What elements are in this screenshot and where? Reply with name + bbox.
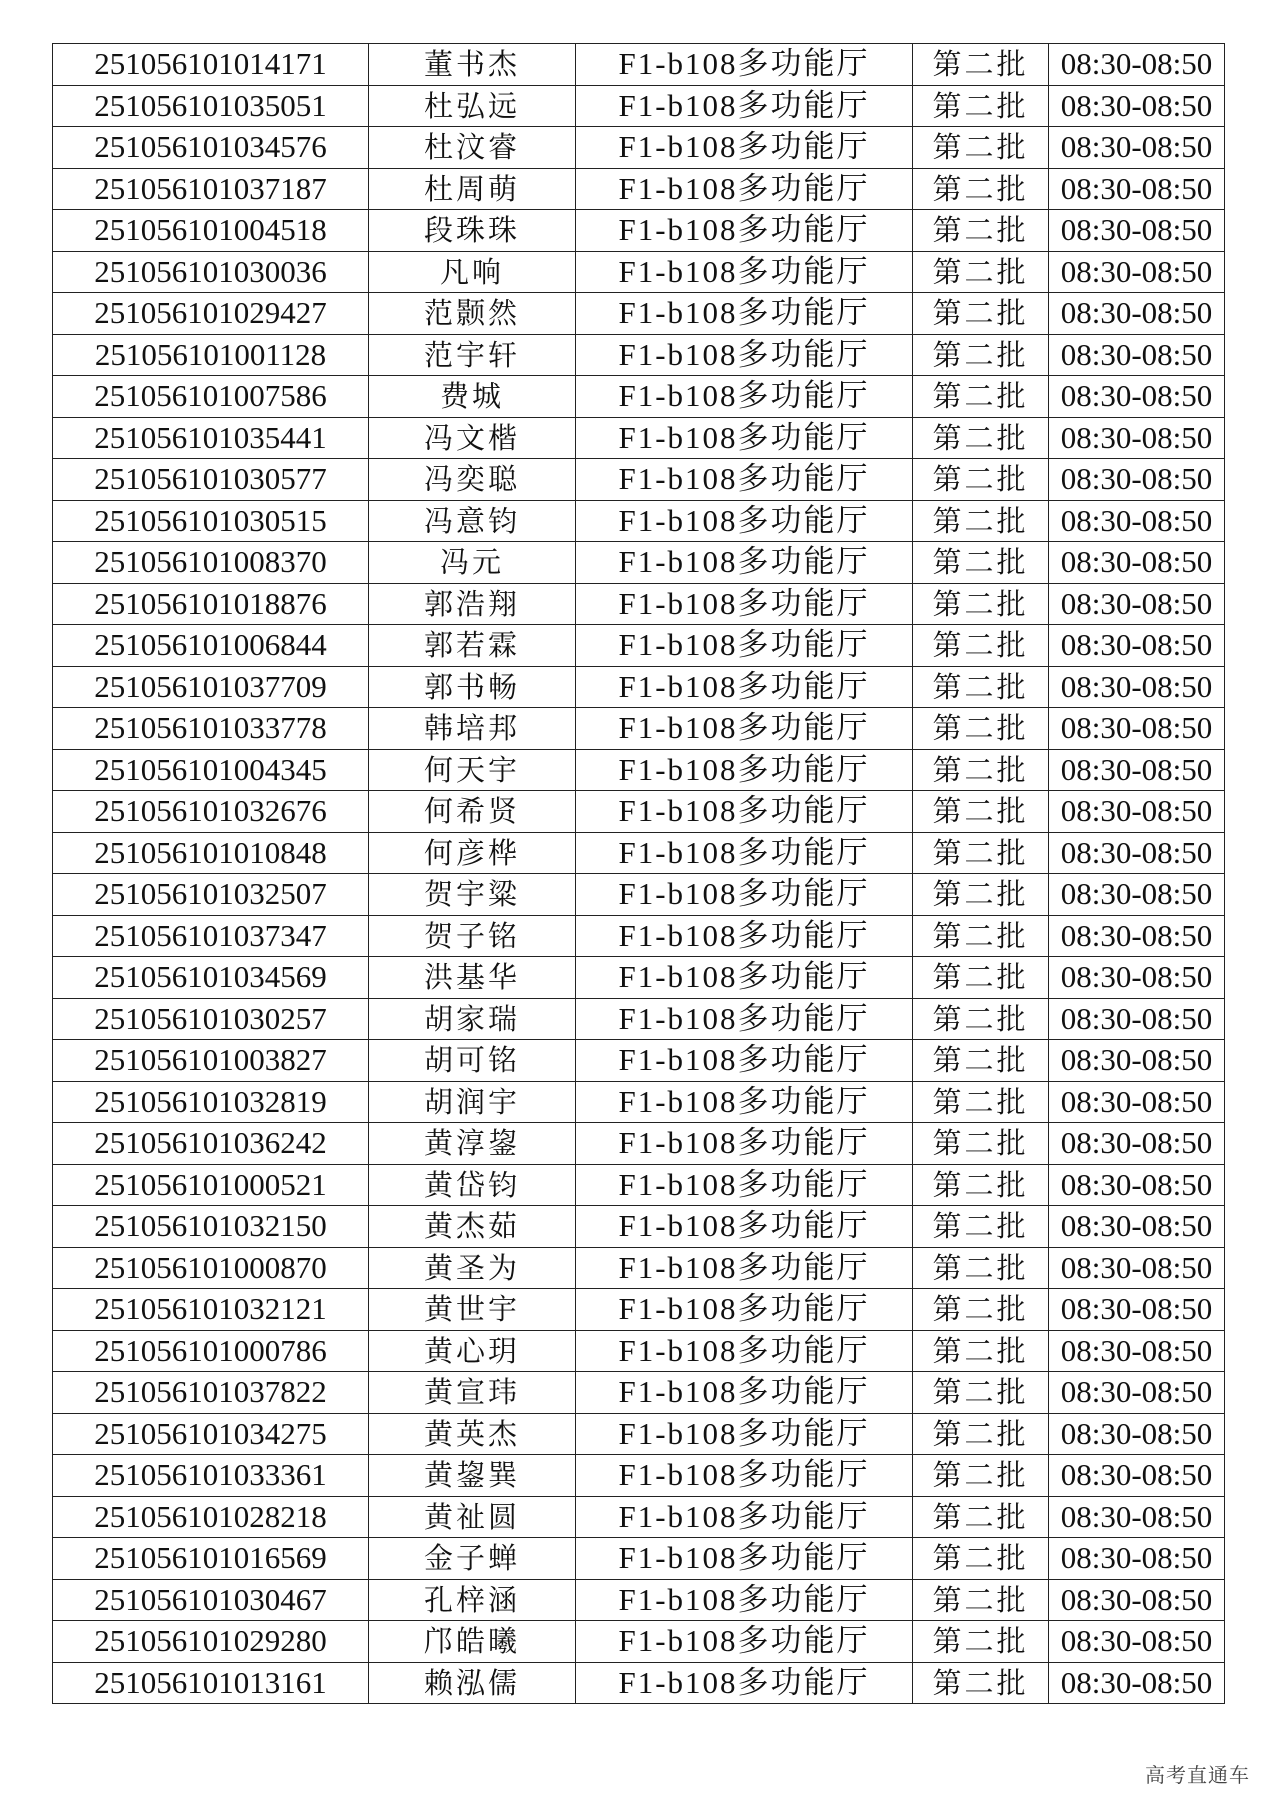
table-row (53, 1413, 1225, 1455)
table-row (53, 874, 1225, 916)
table-row (53, 500, 1225, 542)
candidate-id-cell: 251056101004345 (53, 749, 369, 791)
candidate-id-cell: 251056101030577 (53, 459, 369, 501)
time-slot-cell: 08:30-08:50 (1049, 1081, 1225, 1123)
time-slot-cell: 08:30-08:50 (1049, 791, 1225, 833)
exam-room-cell: F1-b108多功能厅 (576, 44, 913, 86)
candidate-name-cell: 贺子铭 (369, 915, 576, 957)
exam-room-cell: F1-b108多功能厅 (576, 1413, 913, 1455)
time-slot-cell: 08:30-08:50 (1049, 293, 1225, 335)
batch-cell: 第二批 (913, 293, 1049, 335)
candidate-name-cell: 郭浩翔 (369, 583, 576, 625)
exam-room-cell: F1-b108多功能厅 (576, 1040, 913, 1082)
batch-cell: 第二批 (913, 210, 1049, 252)
candidate-name-cell: 段珠珠 (369, 210, 576, 252)
time-slot-cell: 08:30-08:50 (1049, 1413, 1225, 1455)
candidate-id-cell: 251056101032507 (53, 874, 369, 916)
batch-cell: 第二批 (913, 1040, 1049, 1082)
batch-cell: 第二批 (913, 1621, 1049, 1663)
batch-cell: 第二批 (913, 1372, 1049, 1414)
candidate-id-cell: 251056101007586 (53, 376, 369, 418)
exam-room-cell: F1-b108多功能厅 (576, 957, 913, 999)
batch-cell: 第二批 (913, 583, 1049, 625)
exam-room-cell: F1-b108多功能厅 (576, 708, 913, 750)
batch-cell: 第二批 (913, 1081, 1049, 1123)
exam-room-cell: F1-b108多功能厅 (576, 1164, 913, 1206)
candidate-name-cell: 杜弘远 (369, 85, 576, 127)
batch-cell: 第二批 (913, 1538, 1049, 1580)
candidate-name-cell: 黄宣玮 (369, 1372, 576, 1414)
candidate-id-cell: 251056101033778 (53, 708, 369, 750)
table-row (53, 542, 1225, 584)
candidate-name-cell: 冯奕聪 (369, 459, 576, 501)
candidate-name-cell: 范颢然 (369, 293, 576, 335)
time-slot-cell: 08:30-08:50 (1049, 417, 1225, 459)
batch-cell: 第二批 (913, 1289, 1049, 1331)
candidate-name-cell: 胡家瑞 (369, 998, 576, 1040)
exam-room-cell: F1-b108多功能厅 (576, 832, 913, 874)
table-row (53, 1662, 1225, 1704)
exam-room-cell: F1-b108多功能厅 (576, 1662, 913, 1704)
time-slot-cell: 08:30-08:50 (1049, 1330, 1225, 1372)
table-row (53, 1455, 1225, 1497)
table-row (53, 376, 1225, 418)
table-row (53, 1206, 1225, 1248)
candidate-name-cell: 黄英杰 (369, 1413, 576, 1455)
candidate-name-cell: 金子蝉 (369, 1538, 576, 1580)
candidate-name-cell: 胡可铭 (369, 1040, 576, 1082)
candidate-name-cell: 何彦桦 (369, 832, 576, 874)
table-row (53, 1372, 1225, 1414)
batch-cell: 第二批 (913, 1662, 1049, 1704)
exam-room-cell: F1-b108多功能厅 (576, 1081, 913, 1123)
exam-room-cell: F1-b108多功能厅 (576, 583, 913, 625)
batch-cell: 第二批 (913, 708, 1049, 750)
table-row (53, 998, 1225, 1040)
candidate-id-cell: 251056101030467 (53, 1579, 369, 1621)
exam-room-cell: F1-b108多功能厅 (576, 1455, 913, 1497)
table-row (53, 127, 1225, 169)
table-row (53, 1164, 1225, 1206)
candidate-id-cell: 251056101037347 (53, 915, 369, 957)
time-slot-cell: 08:30-08:50 (1049, 459, 1225, 501)
table-row (53, 210, 1225, 252)
table-row (53, 915, 1225, 957)
time-slot-cell: 08:30-08:50 (1049, 85, 1225, 127)
candidate-id-cell: 251056101032676 (53, 791, 369, 833)
candidate-id-cell: 251056101000521 (53, 1164, 369, 1206)
batch-cell: 第二批 (913, 1123, 1049, 1165)
time-slot-cell: 08:30-08:50 (1049, 1206, 1225, 1248)
time-slot-cell: 08:30-08:50 (1049, 957, 1225, 999)
exam-room-cell: F1-b108多功能厅 (576, 334, 913, 376)
candidate-name-cell: 何希贤 (369, 791, 576, 833)
table-row (53, 1081, 1225, 1123)
document-page (52, 43, 1224, 1704)
batch-cell: 第二批 (913, 376, 1049, 418)
exam-room-cell: F1-b108多功能厅 (576, 625, 913, 667)
candidate-name-cell: 黄心玥 (369, 1330, 576, 1372)
exam-room-cell: F1-b108多功能厅 (576, 127, 913, 169)
candidate-id-cell: 251056101018876 (53, 583, 369, 625)
exam-room-cell: F1-b108多功能厅 (576, 251, 913, 293)
time-slot-cell: 08:30-08:50 (1049, 44, 1225, 86)
batch-cell: 第二批 (913, 749, 1049, 791)
time-slot-cell: 08:30-08:50 (1049, 1289, 1225, 1331)
watermark-text: 高考直通车 (1145, 1763, 1250, 1787)
batch-cell: 第二批 (913, 417, 1049, 459)
candidate-id-cell: 251056101010848 (53, 832, 369, 874)
table-row (53, 749, 1225, 791)
exam-room-cell: F1-b108多功能厅 (576, 1621, 913, 1663)
candidate-id-cell: 251056101030257 (53, 998, 369, 1040)
exam-room-cell: F1-b108多功能厅 (576, 168, 913, 210)
time-slot-cell: 08:30-08:50 (1049, 1372, 1225, 1414)
table-row (53, 957, 1225, 999)
table-row (53, 832, 1225, 874)
table-row (53, 1579, 1225, 1621)
table-row (53, 334, 1225, 376)
exam-room-cell: F1-b108多功能厅 (576, 791, 913, 833)
table-row (53, 293, 1225, 335)
time-slot-cell: 08:30-08:50 (1049, 874, 1225, 916)
candidate-id-cell: 251056101000870 (53, 1247, 369, 1289)
time-slot-cell: 08:30-08:50 (1049, 168, 1225, 210)
batch-cell: 第二批 (913, 915, 1049, 957)
candidate-name-cell: 胡润宇 (369, 1081, 576, 1123)
batch-cell: 第二批 (913, 957, 1049, 999)
candidate-name-cell: 黄淳鋆 (369, 1123, 576, 1165)
candidate-name-cell: 贺宇粱 (369, 874, 576, 916)
table-row (53, 1247, 1225, 1289)
time-slot-cell: 08:30-08:50 (1049, 998, 1225, 1040)
time-slot-cell: 08:30-08:50 (1049, 749, 1225, 791)
batch-cell: 第二批 (913, 1413, 1049, 1455)
time-slot-cell: 08:30-08:50 (1049, 832, 1225, 874)
roster-table (52, 43, 1225, 1704)
time-slot-cell: 08:30-08:50 (1049, 251, 1225, 293)
candidate-name-cell: 黄世宇 (369, 1289, 576, 1331)
batch-cell: 第二批 (913, 127, 1049, 169)
candidate-id-cell: 251056101029280 (53, 1621, 369, 1663)
candidate-id-cell: 251056101033361 (53, 1455, 369, 1497)
candidate-name-cell: 郭若霖 (369, 625, 576, 667)
table-row (53, 1538, 1225, 1580)
candidate-id-cell: 251056101013161 (53, 1662, 369, 1704)
table-row (53, 583, 1225, 625)
exam-room-cell: F1-b108多功能厅 (576, 1206, 913, 1248)
exam-room-cell: F1-b108多功能厅 (576, 417, 913, 459)
candidate-id-cell: 251056101028218 (53, 1496, 369, 1538)
exam-room-cell: F1-b108多功能厅 (576, 1579, 913, 1621)
exam-room-cell: F1-b108多功能厅 (576, 376, 913, 418)
candidate-id-cell: 251056101035051 (53, 85, 369, 127)
candidate-name-cell: 何天宇 (369, 749, 576, 791)
time-slot-cell: 08:30-08:50 (1049, 210, 1225, 252)
candidate-name-cell: 杜汶睿 (369, 127, 576, 169)
exam-room-cell: F1-b108多功能厅 (576, 500, 913, 542)
exam-room-cell: F1-b108多功能厅 (576, 1496, 913, 1538)
candidate-name-cell: 凡响 (369, 251, 576, 293)
batch-cell: 第二批 (913, 1330, 1049, 1372)
batch-cell: 第二批 (913, 1455, 1049, 1497)
time-slot-cell: 08:30-08:50 (1049, 625, 1225, 667)
candidate-name-cell: 冯意钧 (369, 500, 576, 542)
batch-cell: 第二批 (913, 459, 1049, 501)
exam-room-cell: F1-b108多功能厅 (576, 85, 913, 127)
time-slot-cell: 08:30-08:50 (1049, 1496, 1225, 1538)
candidate-id-cell: 251056101037822 (53, 1372, 369, 1414)
candidate-id-cell: 251056101016569 (53, 1538, 369, 1580)
candidate-name-cell: 韩培邦 (369, 708, 576, 750)
time-slot-cell: 08:30-08:50 (1049, 1538, 1225, 1580)
table-row (53, 1289, 1225, 1331)
table-row (53, 85, 1225, 127)
candidate-name-cell: 孔梓涵 (369, 1579, 576, 1621)
candidate-id-cell: 251056101034576 (53, 127, 369, 169)
table-row (53, 1123, 1225, 1165)
candidate-name-cell: 冯文楷 (369, 417, 576, 459)
batch-cell: 第二批 (913, 168, 1049, 210)
time-slot-cell: 08:30-08:50 (1049, 915, 1225, 957)
time-slot-cell: 08:30-08:50 (1049, 583, 1225, 625)
candidate-id-cell: 251056101030036 (53, 251, 369, 293)
time-slot-cell: 08:30-08:50 (1049, 708, 1225, 750)
batch-cell: 第二批 (913, 1247, 1049, 1289)
batch-cell: 第二批 (913, 44, 1049, 86)
exam-room-cell: F1-b108多功能厅 (576, 1372, 913, 1414)
exam-room-cell: F1-b108多功能厅 (576, 1123, 913, 1165)
batch-cell: 第二批 (913, 251, 1049, 293)
candidate-id-cell: 251056101008370 (53, 542, 369, 584)
batch-cell: 第二批 (913, 874, 1049, 916)
candidate-id-cell: 251056101029427 (53, 293, 369, 335)
candidate-id-cell: 251056101030515 (53, 500, 369, 542)
candidate-name-cell: 黄岱钧 (369, 1164, 576, 1206)
candidate-name-cell: 费城 (369, 376, 576, 418)
exam-room-cell: F1-b108多功能厅 (576, 915, 913, 957)
batch-cell: 第二批 (913, 542, 1049, 584)
candidate-id-cell: 251056101000786 (53, 1330, 369, 1372)
time-slot-cell: 08:30-08:50 (1049, 1040, 1225, 1082)
exam-room-cell: F1-b108多功能厅 (576, 1538, 913, 1580)
batch-cell: 第二批 (913, 791, 1049, 833)
table-row (53, 251, 1225, 293)
batch-cell: 第二批 (913, 1579, 1049, 1621)
candidate-name-cell: 黄圣为 (369, 1247, 576, 1289)
table-row (53, 791, 1225, 833)
candidate-name-cell: 黄祉圆 (369, 1496, 576, 1538)
time-slot-cell: 08:30-08:50 (1049, 376, 1225, 418)
exam-room-cell: F1-b108多功能厅 (576, 459, 913, 501)
batch-cell: 第二批 (913, 832, 1049, 874)
exam-room-cell: F1-b108多功能厅 (576, 666, 913, 708)
exam-room-cell: F1-b108多功能厅 (576, 1289, 913, 1331)
candidate-id-cell: 251056101032819 (53, 1081, 369, 1123)
exam-room-cell: F1-b108多功能厅 (576, 874, 913, 916)
table-row (53, 1496, 1225, 1538)
time-slot-cell: 08:30-08:50 (1049, 1662, 1225, 1704)
candidate-id-cell: 251056101037709 (53, 666, 369, 708)
candidate-name-cell: 郭书畅 (369, 666, 576, 708)
exam-room-cell: F1-b108多功能厅 (576, 1330, 913, 1372)
time-slot-cell: 08:30-08:50 (1049, 1579, 1225, 1621)
table-row (53, 44, 1225, 86)
exam-room-cell: F1-b108多功能厅 (576, 1247, 913, 1289)
batch-cell: 第二批 (913, 666, 1049, 708)
candidate-id-cell: 251056101034569 (53, 957, 369, 999)
candidate-id-cell: 251056101034275 (53, 1413, 369, 1455)
candidate-name-cell: 黄鋆巽 (369, 1455, 576, 1497)
batch-cell: 第二批 (913, 85, 1049, 127)
time-slot-cell: 08:30-08:50 (1049, 1247, 1225, 1289)
candidate-id-cell: 251056101004518 (53, 210, 369, 252)
time-slot-cell: 08:30-08:50 (1049, 1164, 1225, 1206)
candidate-name-cell: 冯元 (369, 542, 576, 584)
candidate-id-cell: 251056101037187 (53, 168, 369, 210)
time-slot-cell: 08:30-08:50 (1049, 127, 1225, 169)
batch-cell: 第二批 (913, 998, 1049, 1040)
candidate-id-cell: 251056101032121 (53, 1289, 369, 1331)
table-row (53, 708, 1225, 750)
candidate-name-cell: 杜周萌 (369, 168, 576, 210)
batch-cell: 第二批 (913, 1496, 1049, 1538)
time-slot-cell: 08:30-08:50 (1049, 1123, 1225, 1165)
time-slot-cell: 08:30-08:50 (1049, 666, 1225, 708)
candidate-id-cell: 251056101006844 (53, 625, 369, 667)
exam-room-cell: F1-b108多功能厅 (576, 542, 913, 584)
candidate-name-cell: 范宇轩 (369, 334, 576, 376)
time-slot-cell: 08:30-08:50 (1049, 500, 1225, 542)
table-row (53, 417, 1225, 459)
batch-cell: 第二批 (913, 1206, 1049, 1248)
table-row (53, 625, 1225, 667)
batch-cell: 第二批 (913, 500, 1049, 542)
candidate-id-cell: 251056101014171 (53, 44, 369, 86)
candidate-name-cell: 董书杰 (369, 44, 576, 86)
time-slot-cell: 08:30-08:50 (1049, 334, 1225, 376)
candidate-id-cell: 251056101003827 (53, 1040, 369, 1082)
batch-cell: 第二批 (913, 334, 1049, 376)
exam-room-cell: F1-b108多功能厅 (576, 210, 913, 252)
candidate-name-cell: 黄杰茹 (369, 1206, 576, 1248)
table-row (53, 1621, 1225, 1663)
batch-cell: 第二批 (913, 625, 1049, 667)
candidate-name-cell: 邝皓曦 (369, 1621, 576, 1663)
candidate-id-cell: 251056101035441 (53, 417, 369, 459)
batch-cell: 第二批 (913, 1164, 1049, 1206)
candidate-id-cell: 251056101036242 (53, 1123, 369, 1165)
roster-table-body (53, 44, 1225, 1704)
time-slot-cell: 08:30-08:50 (1049, 1455, 1225, 1497)
candidate-name-cell: 洪基华 (369, 957, 576, 999)
exam-room-cell: F1-b108多功能厅 (576, 293, 913, 335)
candidate-name-cell: 赖泓儒 (369, 1662, 576, 1704)
time-slot-cell: 08:30-08:50 (1049, 542, 1225, 584)
table-row (53, 168, 1225, 210)
table-row (53, 1330, 1225, 1372)
candidate-id-cell: 251056101001128 (53, 334, 369, 376)
time-slot-cell: 08:30-08:50 (1049, 1621, 1225, 1663)
table-row (53, 1040, 1225, 1082)
exam-room-cell: F1-b108多功能厅 (576, 998, 913, 1040)
table-row (53, 666, 1225, 708)
exam-room-cell: F1-b108多功能厅 (576, 749, 913, 791)
candidate-id-cell: 251056101032150 (53, 1206, 369, 1248)
table-row (53, 459, 1225, 501)
